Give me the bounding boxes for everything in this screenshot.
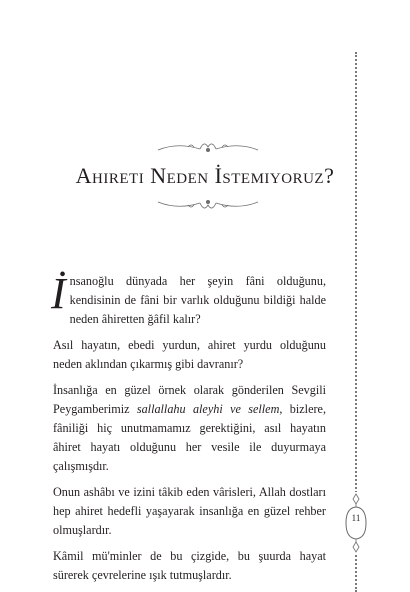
paragraph-3-text-a: İnsanlığa en güzel örnek olarak gönderilen Sevgili Peygamberimiz bbox=[53, 383, 326, 416]
page-number: 11 bbox=[351, 513, 361, 523]
ornament-bottom-icon bbox=[148, 196, 268, 214]
page-number-ornament-icon bbox=[340, 492, 372, 554]
ornament-top-icon bbox=[148, 138, 268, 156]
drop-cap: İ bbox=[51, 269, 66, 318]
paragraph-3-italic: sallallahu aleyhi ve sellem bbox=[136, 402, 280, 416]
paragraph-3-text-b: , bizlere, fâniliği hiç unutmamamız gerektiğini, asıl hayatın âhiret hayatı olduğunu her vesile ile duyurmaya çalışmışdır. bbox=[53, 402, 326, 473]
paragraph-4: Onun ashâbı ve izini tâkib eden vârisleri, Allah dostları hep ahiret hedefli yaşayarak insanlığa en güzel rehber olmuşlardır. bbox=[53, 485, 326, 537]
chapter-title: Ahireti Neden İstemiyoruz? bbox=[75, 163, 335, 188]
paragraph-2: Asıl hayatın, ebedi yurdun, ahiret yurdu olduğunu neden aklından çıkarmış gibi davranır? bbox=[53, 338, 326, 371]
paragraph-1 bbox=[51, 269, 326, 329]
paragraph-3 bbox=[53, 381, 326, 476]
body-text bbox=[51, 269, 326, 592]
paragraph-5: Kâmil mü'minler de bu çizgide, bu şuurda hayat sürerek çevrelerine ışık tutmuşlardır. bbox=[53, 549, 326, 582]
paragraph-1-text: nsanoğlu dünyada her şeyin fâni olduğunu, kendisinin de fâni bir varlık olduğunu bildiği halde neden âhiretten ğâfil kalır? bbox=[69, 274, 326, 326]
